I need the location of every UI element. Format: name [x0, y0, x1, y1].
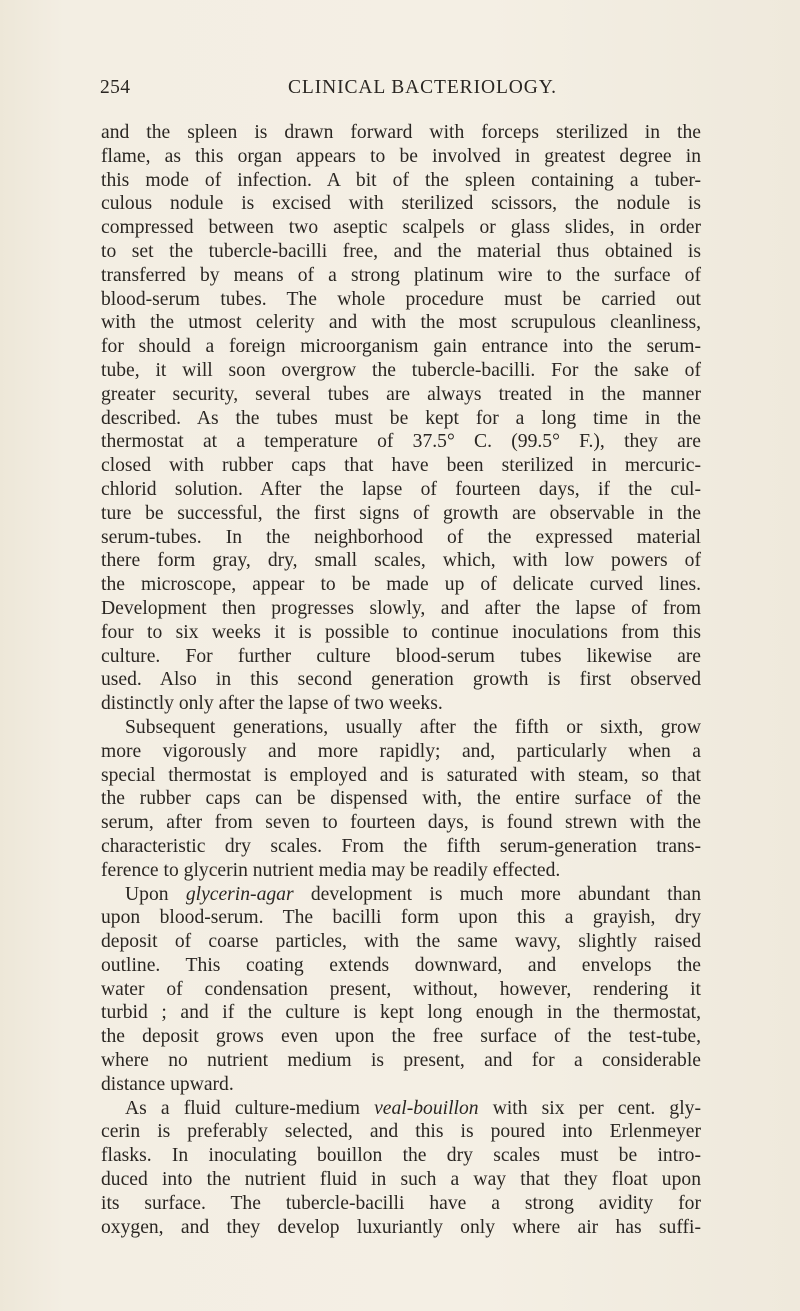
text-line: there form gray, dry, small scales, which, with low powers of: [101, 550, 701, 572]
text-run: development is much more abundant than: [293, 883, 701, 905]
text-line: its surface. The tubercle-bacilli have a strong avidity for: [101, 1192, 701, 1214]
text-line: the rubber caps can be dispensed with, the entire surface of the: [101, 788, 701, 810]
text-line: turbid ; and if the culture is kept long enough in the thermostat,: [101, 1002, 701, 1024]
text-line: to set the tubercle-bacilli free, and the material thus obtained is: [101, 240, 701, 262]
text-line: closed with rubber caps that have been sterilized in mercuric-: [101, 455, 701, 477]
text-line: upon blood-serum. The bacilli form upon this a grayish, dry: [101, 907, 701, 929]
text-line: where no nutrient medium is present, and for a considerable: [101, 1050, 701, 1072]
text-run: As a fluid culture-medium: [125, 1097, 375, 1119]
text-line: flame, as this organ appears to be involved in greatest degree in: [101, 145, 701, 167]
text-line: [101, 883, 701, 907]
text-line: culture. For further culture blood-serum tubes likewise are: [101, 645, 701, 667]
text-line: deposit of coarse particles, with the same wavy, slightly raised: [101, 931, 701, 953]
text-line: blood-serum tubes. The whole procedure must be carried out: [101, 288, 701, 310]
text-line: four to six weeks it is possible to continue inoculations from this: [101, 621, 701, 643]
text-line: distance upward.: [101, 1073, 234, 1095]
text-run: with six per cent. gly-: [478, 1097, 701, 1119]
text-line: culous nodule is excised with sterilized scissors, the nodule is: [101, 193, 701, 215]
text-line: water of condensation present, without, however, rendering it: [101, 978, 701, 1000]
text-line: greater security, several tubes are always treated in the manner: [101, 383, 701, 405]
italic-term-veal-bouillon: veal-bouillon: [374, 1097, 479, 1119]
text-line: distinctly only after the lapse of two weeks.: [101, 693, 443, 715]
text-line: ture be successful, the first signs of growth are observable in the: [101, 502, 701, 524]
text-line: serum, after from seven to fourteen days, is found strewn with the: [101, 812, 701, 834]
body-text: [101, 121, 701, 1239]
text-line: Subsequent generations, usually after the fifth or sixth, grow: [125, 716, 701, 738]
text-run: Upon: [125, 883, 186, 905]
text-line: thermostat at a temperature of 37.5° C. (99.5° F.), they are: [101, 431, 701, 453]
text-line: this mode of infection. A bit of the spleen containing a tuber-: [101, 169, 701, 191]
text-line: ference to glycerin nutrient media may be readily effected.: [101, 859, 561, 881]
text-line: the deposit grows even upon the free surface of the test-tube,: [101, 1026, 701, 1048]
text-line: outline. This coating extends downward, and envelops the: [101, 954, 701, 976]
running-title: CLINICAL BACTERIOLOGY.: [288, 77, 557, 98]
text-line: [101, 1097, 701, 1121]
text-line: with the utmost celerity and with the most scrupulous cleanliness,: [101, 312, 701, 334]
text-line: transferred by means of a strong platinum wire to the surface of: [101, 264, 701, 286]
text-line: duced into the nutrient fluid in such a way that they float upon: [101, 1169, 701, 1191]
text-line: oxygen, and they develop luxuriantly only where air has suffi-: [101, 1216, 701, 1238]
text-line: compressed between two aseptic scalpels or glass slides, in order: [101, 217, 701, 239]
text-line: for should a foreign microorganism gain entrance into the serum-: [101, 336, 701, 358]
page-header: [100, 77, 700, 107]
text-line: Development then progresses slowly, and after the lapse of from: [101, 597, 701, 619]
italic-term-glycerin-agar: glycerin-agar: [185, 883, 294, 905]
page-number: 254: [100, 77, 131, 98]
text-line: characteristic dry scales. From the fifth serum-generation trans-: [101, 835, 701, 857]
text-line: used. Also in this second generation growth is first observed: [101, 669, 701, 691]
text-line: special thermostat is employed and is saturated with steam, so that: [101, 764, 701, 786]
text-line: the microscope, appear to be made up of delicate curved lines.: [101, 574, 701, 596]
text-line: described. As the tubes must be kept for a long time in the: [101, 407, 701, 429]
text-line: chlorid solution. After the lapse of fourteen days, if the cul-: [101, 478, 701, 500]
text-line: more vigorously and more rapidly; and, particularly when a: [101, 740, 701, 762]
text-line: flasks. In inoculating bouillon the dry scales must be intro-: [101, 1145, 701, 1167]
text-line: and the spleen is drawn forward with forceps sterilized in the: [101, 122, 701, 143]
text-line: tube, it will soon overgrow the tubercle-bacilli. For the sake of: [101, 359, 701, 381]
text-line: serum-tubes. In the neighborhood of the expressed material: [101, 526, 701, 548]
text-line: cerin is preferably selected, and this is poured into Erlenmeyer: [101, 1121, 701, 1143]
